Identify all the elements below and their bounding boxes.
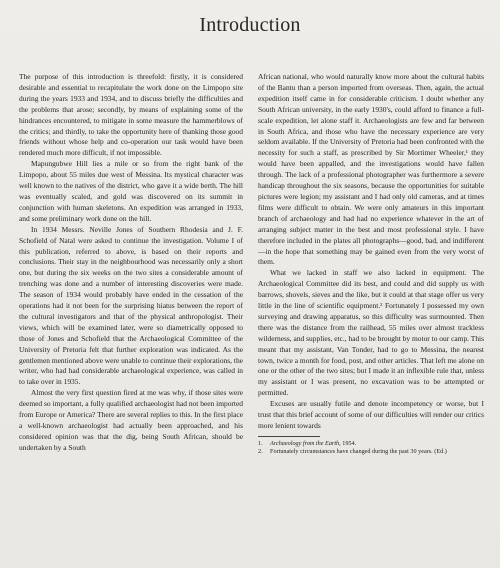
paragraph: The purpose of this introduction is threefold: firstly, it is considered desirable and essential to recapitulate the work done on the Limpopo site during the years 1933 and 1934, and to discuss briefly the difficulties and the problems that arose; secondly, by means of explaining some of the hindrances encountered, to mitigate in some measure the hammerblows of the critics; and thirdly, to take the opportunity here of thanking those good friends without whose help and co-operation our task would have been rendered much more difficult, if not impossible. [19,72,243,158]
footnote-rule [258,436,320,437]
footnote-number: 1. [258,439,263,447]
left-column [19,72,243,454]
paragraph: What we lacked in staff we also lacked in equipment. The Archaeological Committee did its best, and could and did supply us with barrows, shovels, sieves and the like, but it could at that stage offer us very little in the line of scientific equipment.² Fortunately I possessed my own surveying and drawing apparatus, so this difficulty was surmounted. Then there was the distance from the railhead, 55 miles over almost trackless wilderness, and supplies, etc., had to be brought by motor to our camp. This meant that my assistant, Van Tonder, had to go to Messina, the nearest town, twice a month for food, post, and other articles. That left me alone on one or the other of the two sites; but I made it an inflexible rule that, unless my assistant or I was present, no excavation was to be attempted or permitted. [258,268,484,398]
paragraph: In 1934 Messrs. Neville Jones of Southern Rhodesia and J. F. Schofield of Natal were asked to continue the investigation. Volume I of this publication, referred to above, is based on their reports and conclusions. Their stay in the neighbourhood was necessarily only a short one, but during the six weeks on the two sites a considerable amount of trenching was done and a number of interesting discoveries were made. The season of 1934 would probably have ended in the cessation of the operations had it not been for the surprising hiatus between the report of the cultural investigators and that of the physical anthropologist. Their views, which will be examined later, were so diametrically opposed to those of Jones and Schofield that the Archaeological Committee of the University of Pretoria felt that further exploration was indicated. As the gentlemen mentioned above were unable to continue their explorations, the writer, who had had considerable archaeological experience, was called in to take over in 1935. [19,224,243,387]
footnote-citation: Archaeology from the Earth, [270,439,341,447]
footnote [258,440,484,448]
footnote [258,448,484,456]
page-title: Introduction [199,14,301,36]
paragraph: Almost the very first question fired at me was why, if those sites were deemed so important, a fully qualified archaeologist had not been imported from Europe or America? There are several replies to this. In the first place a well-known archaeologist had actually been approached, and his considered opinion was that the dig, being South African, should be undertaken by a South [19,388,243,452]
paragraph: Excuses are usually futile and denote incompetency or worse, but I trust that this brief account of some of our difficulties will render our critics more lenient towards [258,399,484,430]
footnote-number: 2. [258,447,263,455]
paragraph: Mapungubwe Hill lies a mile or so from the right bank of the Limpopo, about 55 miles due west of Messina. Its mystical character was well known to the natives of the district, who gave it a wide berth. The hill was eventually scaled, and gold was discovered on its summit in conjunction with human skeletons. An expedition was arranged in 1933, and some preliminary work done on the hill. [19,159,243,223]
footnote-text: 1954. [340,439,357,447]
right-column [258,72,484,455]
paragraph: African national, who would naturally know more about the cultural habits of the Bantu than a person imported from overseas. Then, again, the actual expedition itself came in for considerable criticism. I doubt whether any South African university, in the early 1930's, could afford to finance a full-scale expedition, let alone staff it. Archaeologists are few and far between in South Africa, and those who have the necessary experience are very seldom available. If the University of Pretoria had been confronted with the necessity for such a staff, as prescribed by Sir Mortimer Wheeler,¹ they would have been appalled, and the investigations would have fallen through. The lack of a professional photographer was furthermore a severe handicap throughout the six seasons, because the opportunities for suitable pictures were legion; my assistant and I had only old cameras, and at times films were difficult to obtain. We were only amateurs in this important branch of archaeology and had had no experience whatever in the art of arranging subject matter in the best and most professional style. I have therefore included in the plates all photographs—good, bad, and indifferent—in the hope that something may be gained even from the very worst of them. [258,72,484,267]
footnote-text: Fortunately circumstances have changed during the past 30 years. (Ed.) [270,447,447,455]
